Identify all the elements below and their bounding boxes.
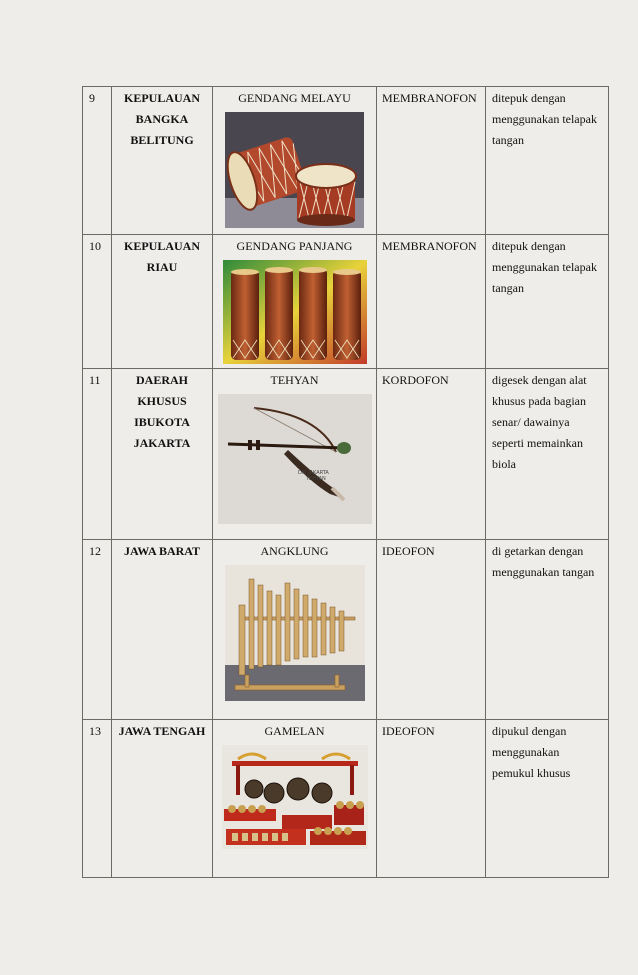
table-row	[83, 540, 609, 720]
instrument-name: GENDANG MELAYU	[238, 91, 351, 105]
classification: KORDOFON	[377, 369, 486, 540]
province-name: KEPULAUAN BANGKA BELITUNG	[112, 87, 213, 235]
instrument-name: GAMELAN	[264, 724, 325, 738]
instrument-name: ANGKLUNG	[260, 544, 329, 558]
instrument-cell	[213, 235, 377, 369]
province-name: DAERAH KHUSUS IBUKOTA JAKARTA	[112, 369, 213, 540]
classification: IDEOFON	[377, 720, 486, 878]
instrument-cell	[213, 87, 377, 235]
instrument-name: GENDANG PANJANG	[236, 239, 353, 253]
table-row	[83, 720, 609, 878]
malay-drums-photo	[225, 112, 364, 228]
row-number: 12	[83, 540, 112, 720]
instrument-cell	[213, 369, 377, 540]
classification: MEMBRANOFON	[377, 87, 486, 235]
classification: IDEOFON	[377, 540, 486, 720]
row-number: 13	[83, 720, 112, 878]
playing-method: dipukul dengan menggunakan pemukul khusus	[486, 720, 609, 878]
instrument-name: TEHYAN	[270, 373, 319, 387]
instrument-cell	[213, 720, 377, 878]
playing-method: ditepuk dengan menggunakan telapak tangan	[486, 235, 609, 369]
photo-label: DKI JAKARTA	[297, 470, 329, 476]
row-number: 11	[83, 369, 112, 540]
province-name: KEPULAUAN RIAU	[112, 235, 213, 369]
playing-method: digesek dengan alat khusus pada bagian senar/ dawainya seperti memainkan biola	[486, 369, 609, 540]
playing-method: ditepuk dengan menggunakan telapak tangan	[486, 87, 609, 235]
classification: MEMBRANOFON	[377, 235, 486, 369]
table-row	[83, 235, 609, 369]
row-number: 9	[83, 87, 112, 235]
row-number: 10	[83, 235, 112, 369]
angklung-photo	[225, 565, 365, 701]
playing-method: di getarkan dengan menggunakan tangan	[486, 540, 609, 720]
province-name: JAWA TENGAH	[112, 720, 213, 878]
gamelan-photo	[222, 745, 368, 849]
instrument-cell	[213, 540, 377, 720]
resonator	[337, 442, 351, 454]
province-name: JAWA BARAT	[112, 540, 213, 720]
photo-label: TEHYAN	[305, 476, 326, 482]
table-row	[83, 369, 609, 540]
small-drum	[296, 164, 356, 226]
long-drums-photo	[223, 260, 367, 364]
tehyan-photo	[218, 394, 372, 524]
table-row	[83, 87, 609, 235]
instrument-table	[82, 86, 609, 878]
